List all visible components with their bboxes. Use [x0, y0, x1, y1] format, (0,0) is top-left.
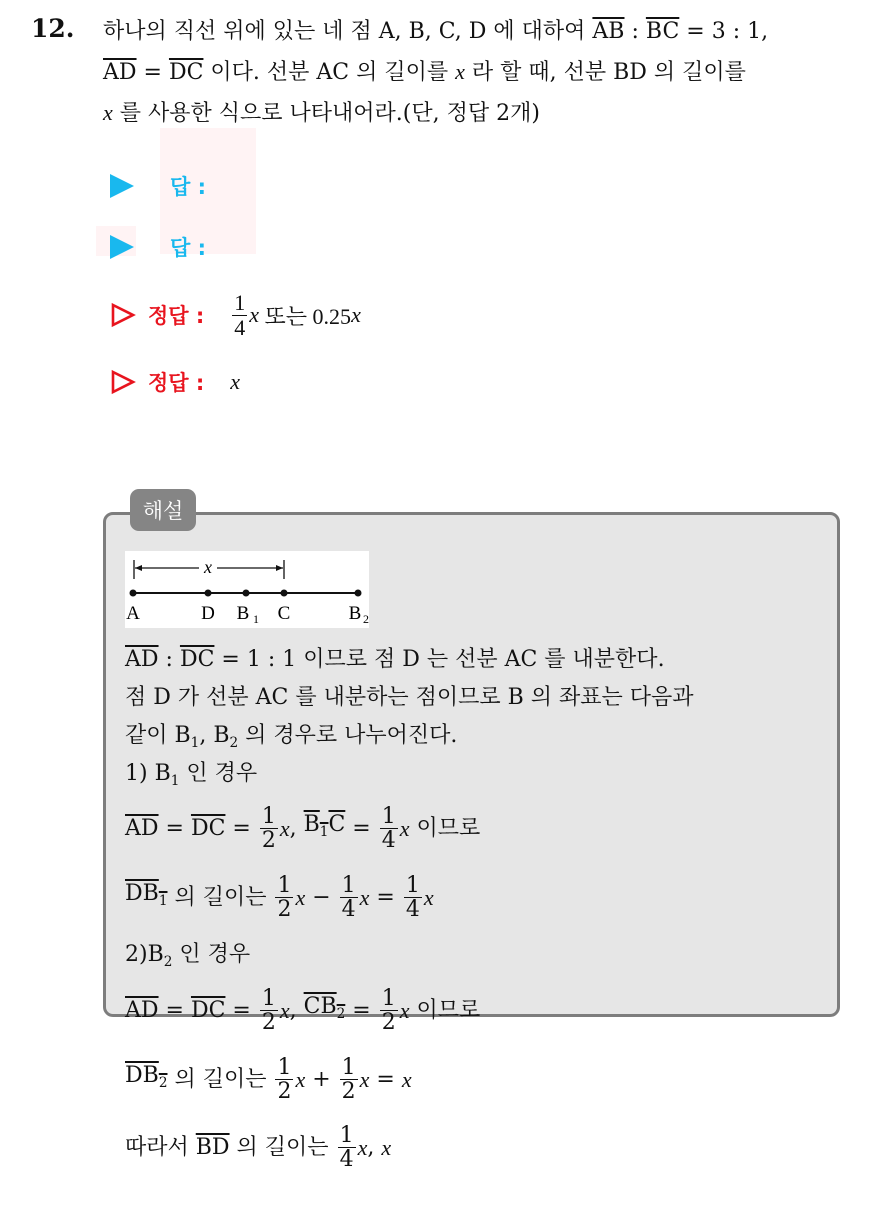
var-x: x: [423, 884, 434, 910]
numerator: 1: [405, 873, 420, 898]
q-text-2b: 라 할 때, 선분 BD 의 길이를: [464, 60, 746, 85]
q-text-3: 를 사용한 식으로 나타내어라.(단, 정답 2개): [112, 101, 540, 126]
equals: =: [345, 997, 378, 1023]
numerator: 1: [339, 1123, 354, 1148]
solution-row-2: [110, 362, 240, 402]
text: 의 길이는: [167, 884, 274, 910]
text: 인 경우: [172, 942, 251, 967]
numerator: 1: [381, 804, 396, 829]
text: 의 경우로 나누어진다.: [238, 723, 458, 748]
text: = 1 : 1 이므로 점 D 는 선분 AC 를 내분한다.: [214, 647, 665, 672]
segment-ad: $\overline{AD}$: [125, 647, 159, 672]
denominator: 2: [277, 1079, 292, 1105]
denominator: 4: [381, 828, 396, 854]
equals: =: [225, 997, 258, 1023]
point-b1-subscript: 1: [253, 612, 259, 626]
fraction: [338, 1124, 356, 1171]
text: 인 경우: [179, 761, 258, 786]
var-x: x: [357, 1134, 368, 1160]
solution-value-1: [230, 291, 361, 338]
point-a-label: A: [126, 603, 140, 624]
fraction: [275, 874, 293, 921]
text: 이므로: [409, 997, 481, 1023]
explanation-line-7: [125, 937, 250, 980]
denominator: 4: [339, 1147, 354, 1173]
text: DB: [125, 1063, 159, 1089]
point-b2-subscript: 2: [363, 612, 369, 626]
subscript: 1: [319, 823, 329, 840]
var-x: x: [295, 884, 306, 910]
var-x: x: [351, 302, 361, 327]
text: , B: [199, 723, 230, 748]
text: DB: [125, 881, 159, 907]
var-x: x: [295, 1066, 306, 1092]
fraction: [260, 805, 278, 852]
subscript: 2: [229, 734, 239, 751]
explanation-line-2: 점 D 가 선분 AC 를 내분하는 점이므로 B 의 좌표는 다음과: [125, 685, 694, 710]
text: CB: [303, 994, 337, 1020]
numerator: 1: [341, 873, 356, 898]
numerator: 1: [277, 1055, 292, 1080]
number-line-svg: [125, 551, 369, 628]
numerator: 1: [261, 986, 276, 1011]
numerator: 1: [341, 1055, 356, 1080]
fraction: [260, 987, 278, 1034]
q-colon: :: [624, 19, 646, 44]
denominator: 4: [341, 897, 356, 923]
subscript: 1: [158, 892, 168, 909]
denominator: 4: [405, 897, 420, 923]
solution-text: 또는 0.25: [259, 303, 352, 329]
text: 이므로: [409, 815, 481, 841]
q-text: 하나의 직선 위에 있는 네 점 A, B, C, D 에 대하여: [103, 19, 593, 44]
segment-bc: $\overline{BC}$: [645, 19, 680, 44]
play-arrow-icon: [110, 174, 134, 198]
var-x: x: [279, 815, 290, 841]
var-x: x: [359, 1066, 370, 1092]
question-text: [103, 12, 863, 134]
segment-cb2: [304, 989, 346, 1032]
explanation-line-5: [125, 805, 480, 852]
explanation-line-8: [125, 987, 480, 1034]
comma: ,: [289, 997, 304, 1023]
answer-row-2[interactable]: [110, 227, 206, 267]
point-c-label: C: [277, 603, 291, 624]
fraction: [340, 874, 358, 921]
segment-ad: $\overline{AD}$: [103, 60, 137, 85]
explanation-line-4: [125, 756, 257, 799]
var-x: x: [359, 884, 370, 910]
explanation-line-10: [125, 1124, 391, 1171]
answer-label: 답 :: [170, 175, 206, 199]
text: C: [328, 812, 346, 838]
subscript: 1: [170, 772, 180, 789]
segment-ad: $\overline{AD}$: [125, 815, 159, 841]
numerator: 1: [381, 986, 396, 1011]
segment-bd: $\overline{BD}$: [195, 1134, 230, 1160]
equals: =: [369, 884, 402, 910]
point-b2-label: B: [348, 603, 362, 624]
fraction: [340, 1056, 358, 1103]
fraction: [380, 805, 398, 852]
var-x: x: [249, 302, 260, 327]
fraction: [404, 874, 422, 921]
q-ratio: = 3 : 1,: [679, 19, 769, 44]
fraction: [275, 1056, 293, 1103]
var-x: x: [381, 1134, 392, 1160]
numerator: 1: [277, 873, 292, 898]
text: 2)B: [125, 942, 164, 967]
fraction: [380, 987, 398, 1034]
comma: ,: [289, 815, 304, 841]
segment-b1c: [304, 807, 346, 850]
text: 따라서: [125, 1134, 196, 1160]
var-x: x: [401, 1066, 412, 1092]
segment-dc: $\overline{DC}$: [190, 997, 226, 1023]
equals: =: [158, 815, 191, 841]
solution-label: 정답 :: [148, 371, 205, 395]
numerator: 1: [261, 804, 276, 829]
subscript: 1: [190, 734, 200, 751]
explanation-line-9: [125, 1056, 412, 1103]
numerator: 1: [234, 290, 246, 316]
question-number: 12.: [31, 14, 75, 43]
equals: =: [345, 815, 378, 841]
equals: =: [225, 815, 258, 841]
var-x: x: [455, 59, 465, 84]
denominator: 4: [234, 314, 246, 340]
segment-ad: $\overline{AD}$: [125, 997, 159, 1023]
explanation-line-1: [125, 642, 665, 678]
question-line-2: [103, 52, 863, 93]
segment-dc: $\overline{DC}$: [190, 815, 226, 841]
text: B: [303, 812, 320, 838]
operator: −: [305, 884, 338, 910]
play-arrow-icon: [110, 235, 134, 259]
var-x: x: [279, 997, 290, 1023]
colon: :: [158, 647, 180, 672]
fraction: [232, 291, 247, 338]
solution-value-2: [230, 369, 240, 395]
equals: =: [369, 1066, 402, 1092]
segment-ab: $\overline{AB}$: [592, 19, 625, 44]
q-text-2a: 이다. 선분 AC 의 길이를: [203, 60, 456, 85]
answer-row-1[interactable]: [110, 166, 206, 206]
explanation-line-3: [125, 718, 457, 761]
question-line-1: [103, 12, 863, 52]
point-b1-label: B: [236, 603, 250, 624]
answer-label: 답 :: [170, 236, 206, 260]
text: 의 길이는: [167, 1066, 274, 1092]
segment-db2: [125, 1058, 167, 1101]
var-x: x: [399, 815, 410, 841]
text: 같이 B: [125, 723, 191, 748]
solution-label: 정답 :: [148, 304, 205, 328]
explanation-line-6: [125, 874, 434, 921]
solution-row-1: [110, 292, 361, 338]
diagram-x-label: x: [204, 557, 212, 577]
outline-triangle-icon: [110, 302, 136, 328]
denominator: 2: [261, 828, 276, 854]
denominator: 2: [261, 1010, 276, 1036]
operator: +: [305, 1066, 338, 1092]
number-line-diagram: [125, 551, 369, 628]
outline-triangle-icon: [110, 369, 136, 395]
q-eq: =: [136, 60, 169, 85]
point-d-label: D: [201, 603, 215, 624]
denominator: 2: [341, 1079, 356, 1105]
comma: ,: [367, 1134, 382, 1160]
var-x: x: [399, 997, 410, 1023]
segment-db1: [125, 876, 167, 919]
subscript: 2: [336, 1005, 346, 1022]
text: 의 길이는: [229, 1134, 336, 1160]
denominator: 2: [277, 897, 292, 923]
segment-dc: $\overline{DC}$: [179, 647, 215, 672]
subscript: 2: [158, 1074, 168, 1091]
segment-dc: $\overline{DC}$: [168, 60, 204, 85]
text: 1) B: [125, 761, 171, 786]
explanation-tab: 해설: [130, 489, 196, 531]
var-x: x: [103, 100, 113, 125]
var-x: x: [230, 369, 241, 394]
equals: =: [158, 997, 191, 1023]
denominator: 2: [381, 1010, 396, 1036]
subscript: 2: [163, 953, 173, 970]
